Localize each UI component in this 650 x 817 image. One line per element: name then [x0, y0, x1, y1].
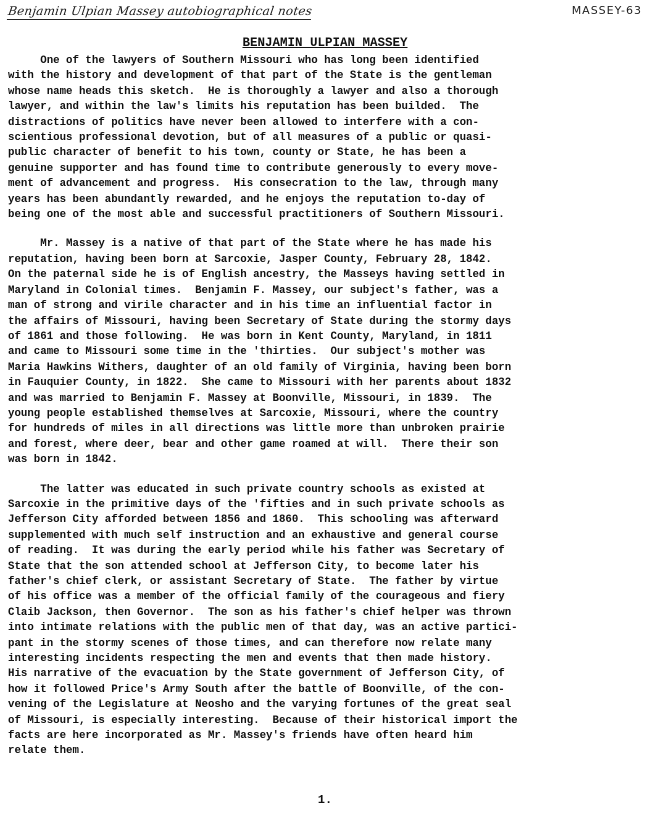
text-line: and came to Missouri some time in the 'thirties. Our subject's mother was — [8, 346, 486, 359]
text-line: whose name heads this sketch. He is thoroughly a lawyer and also a thorough — [8, 85, 499, 98]
text-line: with the history and development of that part of the State is the gentleman — [8, 70, 492, 83]
text-line: public character of benefit to his town, county or State, he has been a — [8, 147, 467, 160]
paragraph — [8, 483, 642, 760]
text-line: of Missouri, is especially interesting. Because of their historical import the — [8, 714, 518, 727]
text-line: Maryland in Colonial times. Benjamin F. Massey, our subject's father, was a — [8, 284, 499, 297]
text-line: interesting incidents respecting the men and events that then made history. — [8, 653, 492, 666]
text-line: facts are here incorporated as Mr. Massey's friends have often heard him — [8, 730, 473, 743]
text-line: of reading. It was during the early period while his father was Secretary of — [8, 545, 505, 558]
document-title-text: BENJAMIN ULPIAN MASSEY — [242, 36, 408, 50]
text-line: how it followed Price's Army South after the battle of Boonville, of the con- — [8, 683, 505, 696]
text-line: distractions of politics have never been allowed to interfere with a con- — [8, 116, 479, 129]
paragraph — [8, 54, 642, 223]
text-line: into intimate relations with the public men of that day, was an active partici- — [8, 622, 518, 635]
text-line: pant in the stormy scenes of those times, and can therefore now relate many — [8, 637, 492, 650]
text-line: relate them. — [8, 745, 86, 758]
paragraph — [8, 237, 642, 468]
text-line: and was married to Benjamin F. Massey at Boonville, Missouri, in 1839. The — [8, 392, 492, 405]
text-line: His narrative of the evacuation by the State government of Jefferson City, of — [8, 668, 505, 681]
document-title — [0, 36, 650, 50]
text-line: in Fauquier County, in 1822. She came to Missouri with her parents about 1832 — [8, 377, 512, 390]
text-line: vening of the Legislature at Neosho and the varying fortunes of the great seal — [8, 699, 512, 712]
text-line: Sarcoxie in the primitive days of the 'fifties and in such private schools as — [8, 498, 505, 511]
text-line: the affairs of Missouri, having been Secretary of State during the stormy days — [8, 315, 512, 328]
document-body — [8, 54, 642, 774]
text-line: man of strong and virile character and in his time an influential factor in — [8, 300, 492, 313]
page-number: 1. — [317, 793, 333, 807]
text-line: supplemented with much self instruction and an exhaustive and general course — [8, 529, 499, 542]
text-line: for hundreds of miles in all directions was little more than unbroken prairie — [8, 423, 505, 436]
text-line: One of the lawyers of Southern Missouri who has long been identified — [8, 55, 479, 67]
text-line: was born in 1842. — [8, 454, 118, 467]
text-line: lawyer, and within the law's limits his reputation has been builded. The — [8, 101, 479, 114]
text-line: being one of the most able and successful practitioners of Southern Missouri. — [8, 209, 505, 222]
handwritten-note: Benjamin Ulpian Massey autobiographical notes — [7, 4, 314, 18]
text-line: On the paternal side he is of English ancestry, the Masseys having settled in — [8, 269, 505, 282]
text-line: State that the son attended school at Jefferson City, to become later his — [8, 560, 479, 573]
text-line: The latter was educated in such private country schools as existed at — [8, 483, 486, 496]
text-line: father's chief clerk, or assistant Secretary of State. The father by virtue — [8, 576, 499, 588]
text-line: and forest, where deer, bear and other game roamed at will. There their son — [8, 438, 499, 451]
text-line: scientious professional devotion, but of all measures of a public or quasi- — [8, 132, 492, 145]
text-line: young people established themselves at Sarcoxie, Missouri, where the country — [8, 407, 499, 420]
text-line: Mr. Massey is a native of that part of the State where he has made his — [8, 238, 492, 251]
text-line: years has been abundantly rewarded, and he enjoys the reputation to-day of — [8, 193, 486, 206]
text-line: reputation, having been born at Sarcoxie, Jasper County, February 28, 1842. — [8, 253, 492, 266]
text-line: ment of advancement and progress. His consecration to the law, through many — [8, 178, 499, 191]
text-line: Jefferson City afforded between 1856 and 1860. This schooling was afterward — [8, 514, 499, 527]
text-line: Claib Jackson, then Governor. The son as his father's chief helper was thrown — [8, 606, 512, 619]
text-line: of his office was a member of the official family of the courageous and fiery — [8, 591, 505, 604]
file-id-stamp: MASSEY-63 — [571, 4, 642, 17]
text-line: genuine supporter and has found time to contribute generously to every move- — [8, 162, 499, 175]
text-line: of 1861 and those following. He was born in Kent County, Maryland, in 1811 — [8, 330, 492, 343]
text-line: Maria Hawkins Withers, daughter of an old family of Virginia, having been born — [8, 361, 512, 374]
